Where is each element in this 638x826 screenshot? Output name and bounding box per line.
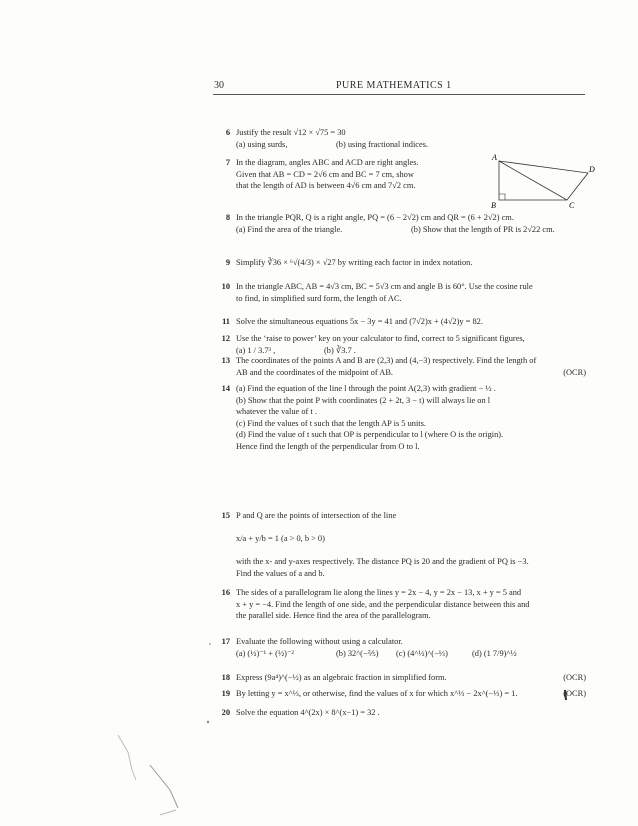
question-text	[236, 587, 586, 622]
part-b-text: (b) Show that the length of PR is 2√22 cm.	[411, 224, 555, 234]
line-text: that the length of AD is between 4√6 cm and 7√2 cm.	[236, 181, 416, 191]
question-line	[236, 293, 586, 305]
source-tag: (OCR)	[563, 367, 586, 377]
line-text: AB and the coordinates of the midpoint of AB.	[236, 367, 394, 377]
question-line	[236, 257, 586, 269]
question-line	[236, 139, 586, 151]
question-text	[236, 333, 586, 356]
question-line	[236, 169, 586, 181]
question-line	[236, 511, 586, 523]
question-number: 17	[221, 637, 230, 646]
line-text: Justify the result √12 × √75 = 30	[236, 128, 346, 137]
line-text: Simplify ∛36 × ⁶√(4/3) × √27 by writing each factor in index notation.	[236, 258, 473, 267]
question-line	[236, 180, 586, 192]
line-text: Find the values of a and b.	[236, 568, 325, 578]
question-text	[236, 672, 586, 684]
question-text	[236, 212, 586, 235]
source-tag: (OCR)	[563, 673, 586, 682]
question-line	[236, 707, 586, 719]
part-c4-text: (d) (1 7/9)^½	[472, 648, 517, 658]
question-line	[236, 355, 586, 367]
question-text	[236, 355, 586, 378]
line-text: (b) Show that the point P with coordinates (2 + 2t, 3 − t) will always lie on l	[236, 395, 491, 405]
part-b-text: (b) ∛3.7 .	[324, 345, 356, 355]
question-number: 18	[221, 673, 230, 682]
diagram-label-d: D	[589, 165, 595, 174]
question-line	[236, 316, 586, 328]
line-text: In the triangle PQR, Q is a right angle, PQ = (6 − 2√2) cm and QR = (6 + 2√2) cm.	[236, 213, 514, 222]
diagram-label-b: B	[491, 201, 496, 210]
line-text: to find, in simplified surd form, the length of AC.	[236, 293, 402, 303]
line-text: Express (9a⁴)^(−½) as an algebraic fraction in simplified form.	[236, 673, 447, 682]
question-text	[236, 688, 586, 700]
question-text	[236, 707, 586, 719]
question-line	[236, 212, 586, 224]
question-number: 16	[221, 588, 230, 597]
question-line	[236, 599, 586, 611]
line-text: (d) Find the value of t such that OP is perpendicular to l (where O is the origin).	[236, 430, 504, 440]
question-line	[236, 367, 586, 379]
line-text: (a) using surds,	[236, 139, 288, 149]
line-text: Solve the equation 4^(2x) × 8^(x−1) = 32 .	[236, 708, 380, 717]
header-rule	[213, 94, 585, 95]
question-text	[236, 383, 586, 453]
question-text	[236, 157, 586, 192]
question-line	[236, 224, 586, 236]
line-text: Given that AB = CD = 2√6 cm and BC = 7 cm, show	[236, 169, 414, 179]
question-number: 15	[221, 511, 230, 520]
line-text: (a) (½)⁻¹ + (½)⁻²	[236, 648, 294, 658]
question-number: 14	[221, 384, 230, 393]
question-line	[236, 636, 586, 648]
question-line	[236, 441, 586, 453]
question-line	[236, 523, 586, 535]
line-text: (a) Find the area of the triangle.	[236, 224, 343, 234]
part-b-text: (b) using fractional indices.	[336, 139, 429, 149]
page-running-title: PURE MATHEMATICS 1	[336, 80, 452, 91]
question-line	[236, 610, 586, 622]
line-text: Hence find the length of the perpendicular from O to l.	[236, 441, 420, 451]
line-text: (a) 1 / 3.7³ ,	[236, 345, 276, 355]
question-line	[236, 569, 586, 581]
question-text	[236, 636, 586, 659]
line-text: the parallel side. Hence find the area of the parallelogram.	[236, 611, 431, 621]
question-line	[236, 418, 586, 430]
source-tag: (OCR)	[563, 689, 586, 698]
question-line	[236, 383, 586, 395]
part-c2-text: (b) 32^(−⅖)	[336, 648, 379, 658]
question-line	[236, 688, 586, 700]
question-line	[236, 395, 586, 407]
question-number: 10	[221, 282, 230, 291]
question-line	[236, 406, 586, 418]
line-text: Solve the simultaneous equations 5x − 3y = 41 and (7√2)x + (4√2)y = 82.	[236, 317, 483, 326]
question-line	[236, 127, 586, 139]
line-text: P and Q are the points of intersection of the line	[236, 511, 397, 520]
question-number: 11	[222, 317, 230, 326]
question-line	[236, 546, 586, 558]
line-text: Use the ‘raise to power’ key on your calculator to find, correct to 5 significant figures,	[236, 334, 525, 343]
line-text: (c) Find the values of t such that the length AP is 5 units.	[236, 418, 426, 428]
question-text	[236, 281, 586, 304]
diagram-label-a: A	[492, 153, 497, 162]
line-text: By letting y = x^⅓, or otherwise, find the values of x for which x^⅓ − 2x^(−⅓) = 1.	[236, 689, 518, 698]
line-text: x/a + y/b = 1 (a > 0, b > 0)	[236, 534, 325, 544]
line-text: In the triangle ABC, AB = 4√3 cm, BC = 5√3 cm and angle B is 60°. Use the cosine rule	[236, 282, 533, 291]
line-text: The coordinates of the points A and B are (2,3) and (4,−3) respectively. Find the length of	[236, 356, 537, 365]
line-text: with the x- and y-axes respectively. The distance PQ is 20 and the gradient of PQ is −3.	[236, 557, 529, 567]
question-line	[236, 672, 586, 684]
question-number: 13	[221, 356, 230, 365]
line-text: The sides of a parallelogram lie along the lines y = 2x − 4, y = 2x − 13, x + y = 5 and	[236, 588, 522, 597]
question-line	[236, 281, 586, 293]
question-number: 7	[225, 158, 230, 167]
line-text: Evaluate the following without using a calculator.	[236, 637, 403, 646]
question-number: 20	[221, 708, 230, 717]
question-number: 9	[225, 258, 230, 267]
question-number: 19	[221, 689, 230, 698]
question-text	[236, 257, 586, 269]
line-text: (a) Find the equation of the line l through the point A(2,3) with gradient − ½ .	[236, 384, 496, 393]
question-line	[236, 534, 586, 546]
question-number: 8	[225, 213, 230, 222]
question-line	[236, 587, 586, 599]
question-text	[236, 127, 586, 150]
question-number: 6	[225, 128, 230, 137]
page-header	[214, 80, 584, 94]
question-line	[236, 333, 586, 345]
page-number: 30	[214, 80, 224, 91]
question-line	[236, 157, 586, 169]
part-c3-text: (c) (4^½)^(−⅓)	[396, 648, 448, 658]
question-line	[236, 557, 586, 569]
diagram-label-c: C	[569, 201, 575, 210]
line-text: whatever the value of t .	[236, 407, 317, 417]
line-text: x + y = −4. Find the length of one side, and the perpendicular distance between this and	[236, 599, 530, 609]
line-text: In the diagram, angles ABC and ACD are right angles.	[236, 158, 419, 167]
question-number: 12	[221, 334, 230, 343]
question-text	[236, 511, 586, 581]
question-text	[236, 316, 586, 328]
question-line	[236, 429, 586, 441]
question-line	[236, 648, 586, 660]
